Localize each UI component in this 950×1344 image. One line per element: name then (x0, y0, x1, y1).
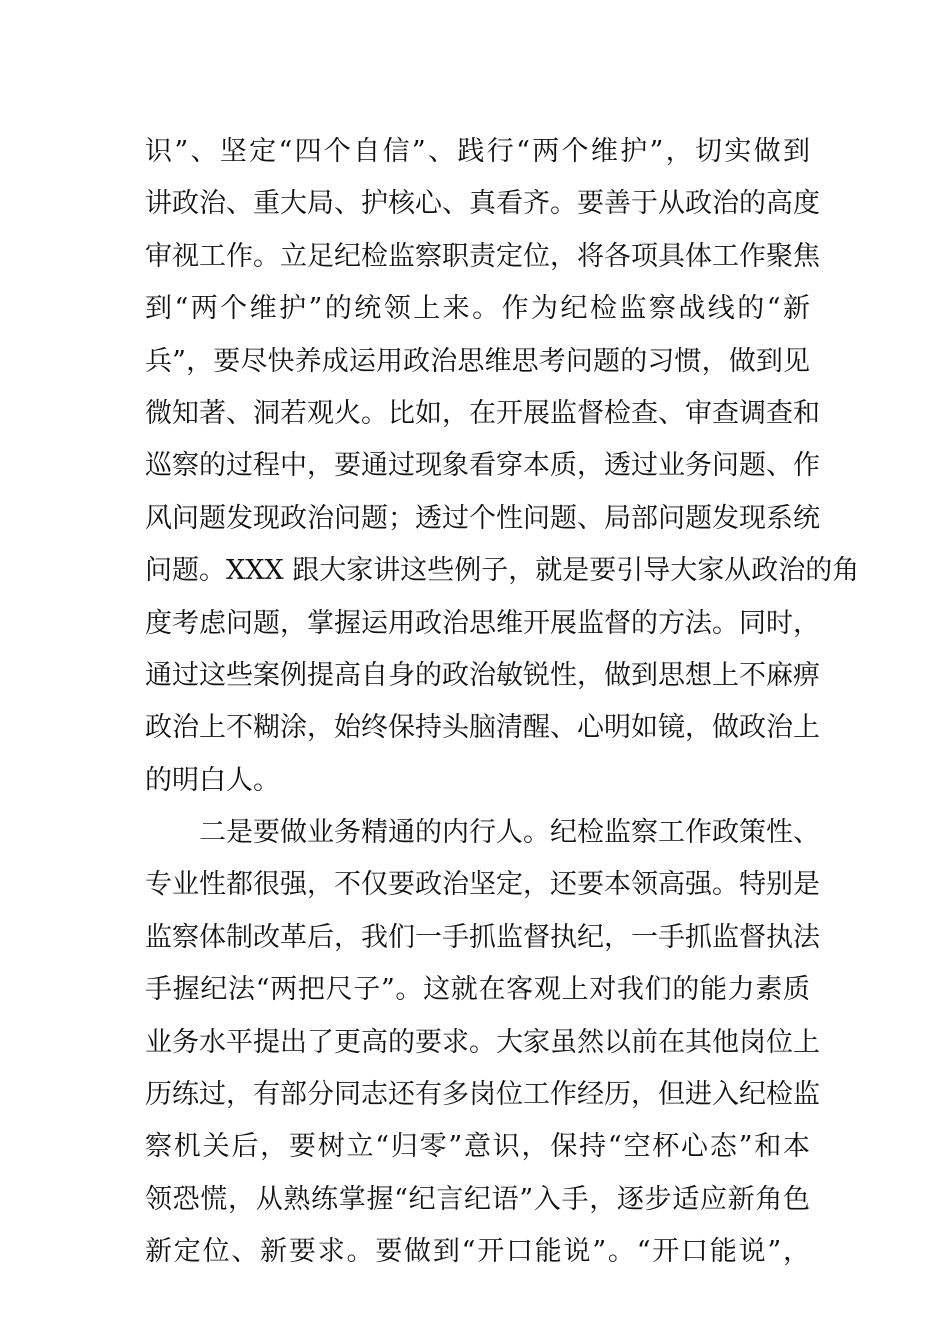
paragraph-1 (145, 126, 860, 807)
text-line: 的明白人。 (145, 764, 280, 796)
paragraph-2 (145, 807, 820, 1279)
text-line: 察机关后，要树立“归零”意识，保持“空杯心态”和本 (145, 1131, 810, 1163)
text-line: 度考虑问题，掌握运用政治思维开展监督的方法。同时， (145, 607, 820, 639)
text-line: 业务水平提出了更高的要求。大家虽然以前在其他岗位上 (145, 1026, 820, 1058)
text-line: 专业性都很强，不仅要政治坚定，还要本领高强。特别是 (145, 869, 820, 901)
text-line: 到“两个维护”的统领上来。作为纪检监察战线的“新 (145, 293, 810, 325)
text-line: 兵”，要尽快养成运用政治思维思考问题的习惯，做到见 (145, 345, 810, 377)
text-line: 讲政治、重大局、护核心、真看齐。要善于从政治的高度 (145, 188, 820, 220)
text-line: 历练过，有部分同志还有多岗位工作经历，但进入纪检监 (145, 1079, 820, 1111)
text-line: 识”、坚定“四个自信”、践行“两个维护”，切实做到 (145, 136, 810, 167)
body-text (145, 126, 860, 1279)
text-line: 审视工作。立足纪检监察职责定位，将各项具体工作聚焦 (145, 240, 820, 272)
text-line: 手握纪法“两把尺子”。这就在客观上对我们的能力素质 (145, 974, 810, 1006)
text-line: 问题。XXX 跟大家讲这些例子，就是要引导大家从政治的角 (145, 555, 860, 587)
text-line: 风问题发现政治问题；透过个性问题、局部问题发现系统 (145, 502, 820, 534)
text-line: 政治上不糊涂，始终保持头脑清醒、心明如镜，做政治上 (145, 712, 820, 744)
text-line: 监察体制改革后，我们一手抓监督执纪，一手抓监督执法 (145, 921, 820, 953)
text-line: 领恐慌，从熟练掌握“纪言纪语”入手，逐步适应新角色 (145, 1183, 810, 1215)
text-line: 微知著、洞若观火。比如，在开展监督检查、审查调查和 (145, 397, 820, 429)
text-line: 二是要做业务精通的内行人。纪检监察工作政策性、 (199, 817, 820, 849)
text-line: 新定位、新要求。要做到“开口能说”。“开口能说”， (145, 1236, 810, 1268)
text-line: 巡察的过程中，要通过现象看穿本质，透过业务问题、作 (145, 450, 820, 482)
text-line: 通过这些案例提高自身的政治敏锐性，做到思想上不麻痹 (145, 659, 820, 691)
